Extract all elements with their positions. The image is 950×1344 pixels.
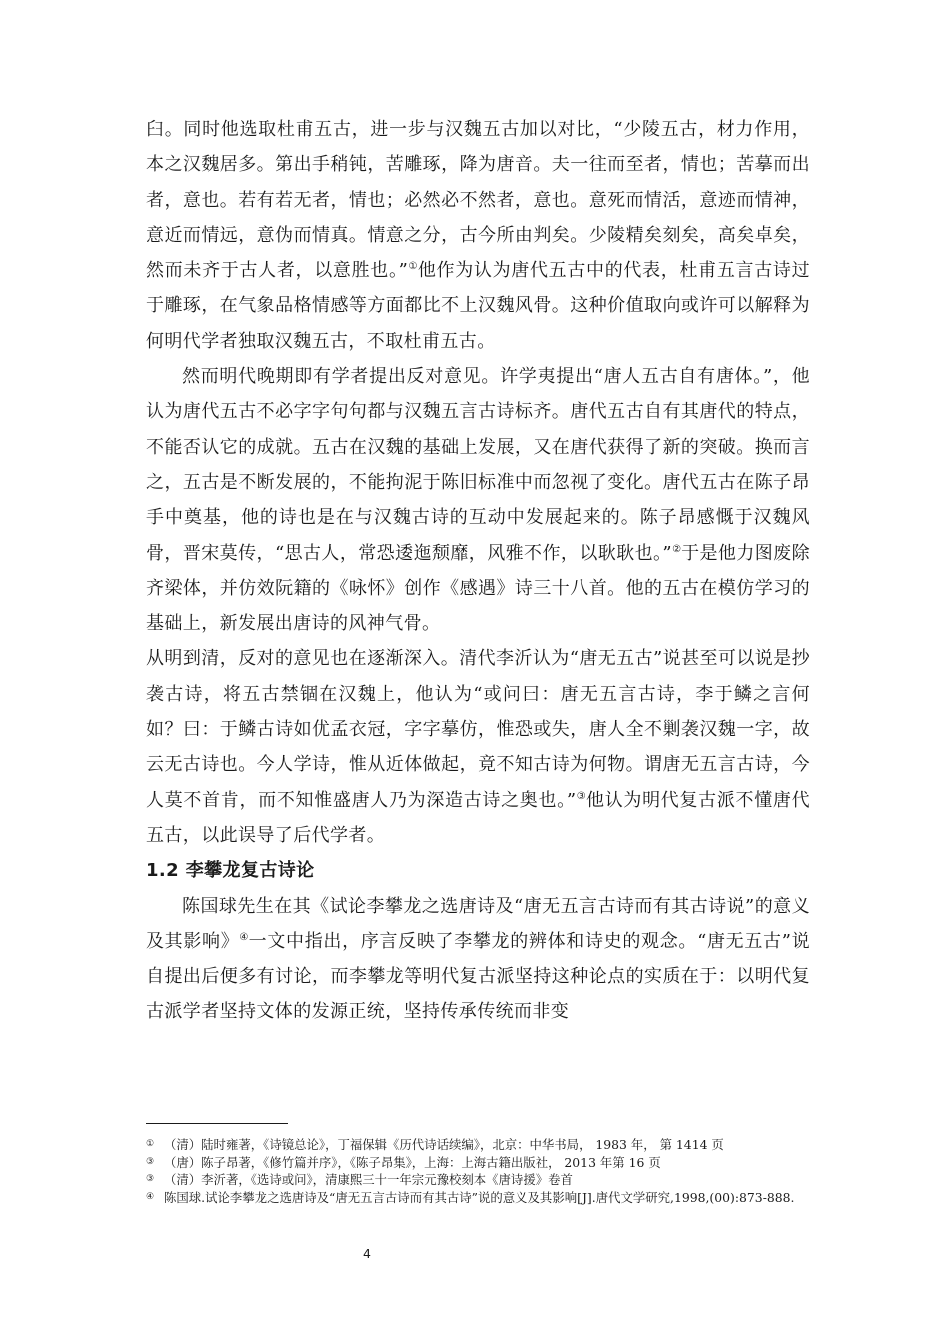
footnote-ref-2: ② bbox=[672, 543, 682, 555]
footnote-text: （唐）陈子昂著，《修竹篇并序》，《陈子昂集》，上海：上海古籍出版社， 2013 年第 16 页 bbox=[164, 1154, 661, 1170]
paragraph-2-text-b: 于是他力图废除齐梁体，并仿效阮籍的《咏怀》创作《感遇》诗三十八首。他的五古在模仿学习的基础上，新发展出唐诗的风神气骨。 bbox=[146, 542, 810, 635]
footnote-2 bbox=[146, 1154, 810, 1172]
footnote-ref-1: ① bbox=[408, 261, 418, 273]
paragraph-5 bbox=[146, 889, 810, 1030]
paragraph-3-text-b: 他认为明代复古派不懂唐代五古，以此误导了后代学者。 bbox=[146, 789, 810, 846]
paragraph-2 bbox=[146, 359, 810, 641]
footnote-ref-4: ④ bbox=[239, 931, 249, 943]
paragraph-3 bbox=[146, 641, 810, 853]
paragraph-5-text-a: 陈国球先生在其《试论李攀龙之选唐诗及“唐无五言古诗而有其古诗说”的意义及其影响》 bbox=[146, 895, 810, 952]
footnote-text: （清）陆时雍著，《诗镜总论》，丁福保辑《历代诗话续编》，北京：中华书局， 1983 年， 第 1414 页 bbox=[164, 1137, 724, 1152]
body-text bbox=[146, 112, 810, 1030]
footnotes bbox=[146, 1136, 810, 1206]
footnote-ref-3: ③ bbox=[576, 790, 586, 802]
footnote-mark: ③ bbox=[146, 1156, 155, 1167]
footnote-1 bbox=[146, 1136, 810, 1154]
page-number: 4 bbox=[363, 1246, 371, 1261]
footnote-4 bbox=[146, 1189, 810, 1207]
paragraph-5-text-b: 一文中指出，序言反映了李攀龙的辨体和诗史的观念。“唐无五古”说自提出后便多有讨论，而李攀龙等明代复古派坚持这种论点的实质在于：以明代复古派学者坚持文体的发源正统，坚持传承传统而非变 bbox=[146, 930, 810, 1023]
footnote-divider bbox=[146, 1123, 288, 1124]
footnote-mark: ③ bbox=[146, 1174, 155, 1185]
paragraph-2-text-a: 然而明代晚期即有学者提出反对意见。许学夷提出“唐人五古自有唐体。”，他认为唐代五古不必字字句句都与汉魏五言古诗标齐。唐代五古自有其唐代的特点，不能否认它的成就。五古在汉魏的基础上发展，又在唐代获得了新的突破。换而言之，五古是不断发展的，不能拘泥于陈旧标准中而忽视了变化。唐代五古在陈子昂手中奠基，他的诗也是在与汉魏古诗的互动中发展起来的。陈子昂感慨于汉魏风骨，晋宋莫传，“思古人，常恐逶迤颓靡，风雅不作，以耿耿也。” bbox=[146, 366, 810, 564]
footnote-mark: ④ bbox=[146, 1191, 155, 1202]
footnote-text: （清）李沂著，《选诗或问》，清康熙三十一年宗元豫校刻本《唐诗援》卷首 bbox=[164, 1172, 573, 1188]
paragraph-1-text-a: 臼。同时他选取杜甫五古，进一步与汉魏五古加以对比，“少陵五古，材力作用，本之汉魏居多。第出手稍钝，苦雕琢，降为唐音。夫一往而至者，情也；苦摹而出者，意也。若有若无者，情也；必然必不然者，意也。意死而情活，意迹而情神，意近而情远，意伪而情真。情意之分，古今所由判矣。少陵精矣刻矣，高矣卓矣，然而未齐于古人者，以意胜也。” bbox=[146, 119, 810, 282]
footnote-3 bbox=[146, 1171, 810, 1189]
section-heading: 1.2 李攀龙复古诗论 bbox=[146, 860, 315, 882]
footnote-mark: ① bbox=[146, 1139, 155, 1149]
paragraph-1-text-b: 他作为认为唐代五古中的代表，杜甫五言古诗过于雕琢，在气象品格情感等方面都比不上汉魏风骨。这种价值取向或许可以解释为何明代学者独取汉魏五古，不取杜甫五古。 bbox=[146, 260, 811, 352]
paragraph-3-text-a: 从明到清，反对的意见也在逐渐深入。清代李沂认为“唐无五古”说甚至可以说是抄袭古诗，将五古禁锢在汉魏上，他认为“或问曰：唐无五言古诗，李于鳞之言何如？曰：于鳞古诗如优孟衣冠，字字摹仿，惟恐或失，唐人全不剿袭汉魏一字，故云无古诗也。今人学诗，惟从近体做起，竟不知古诗为何物。谓唐无五言古诗，今人莫不首肯，而不知惟盛唐人乃为深造古诗之奥也。” bbox=[146, 648, 810, 811]
paragraph-1 bbox=[146, 112, 810, 359]
footnote-text: 陈国球.试论李攀龙之选唐诗及“唐无五言古诗而有其古诗”说的意义及其影响[J].唐代文学研究,1998,(00):873-888. bbox=[164, 1189, 795, 1205]
